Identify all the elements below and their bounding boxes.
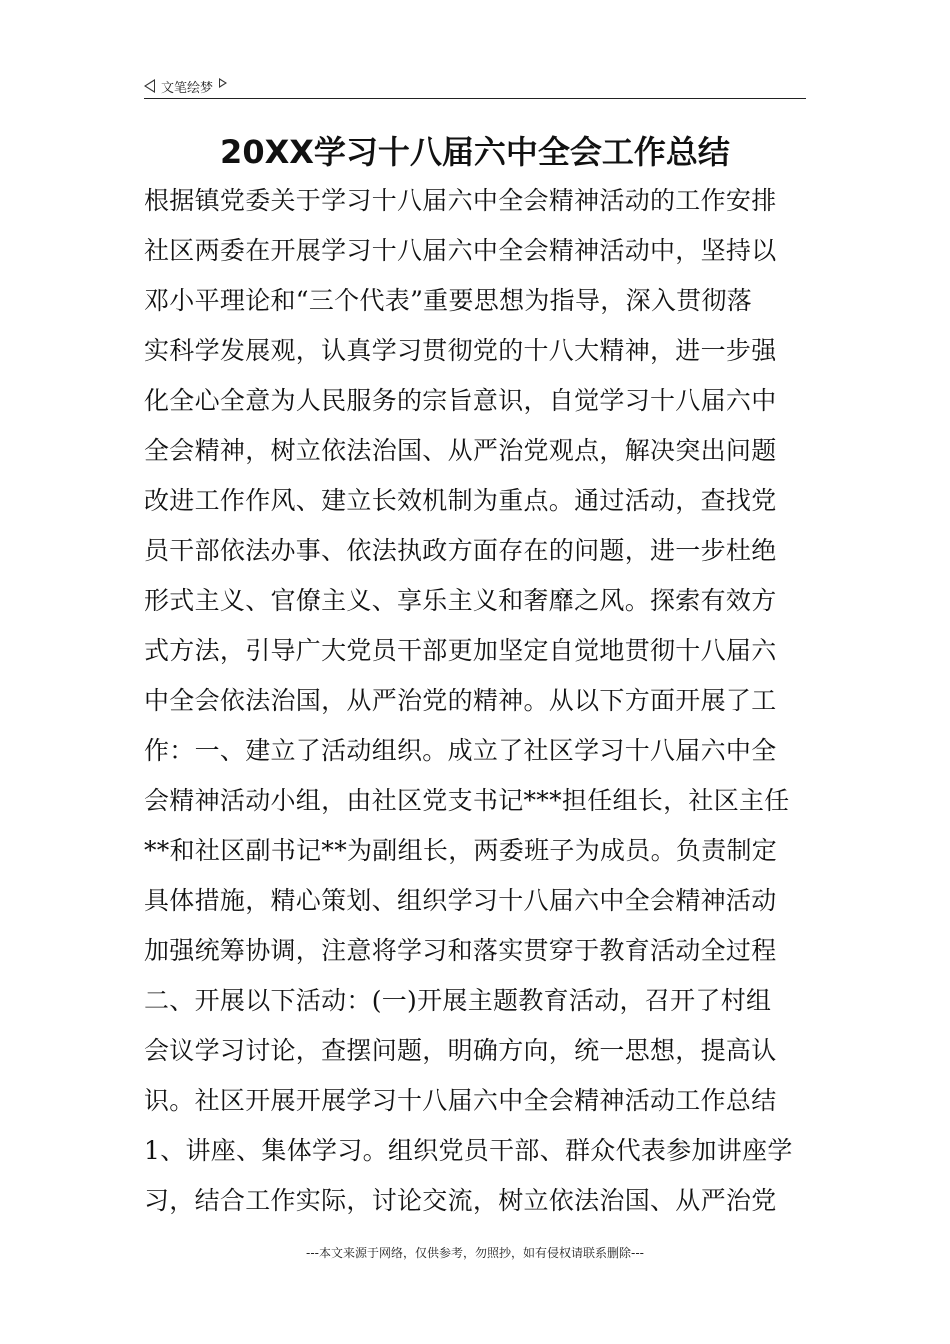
- body-line: 全会精神，树立依法治国、从严治党观点，解决突出问题: [144, 436, 777, 465]
- body-line: 具体措施，精心策划、组织学习十八届六中全会精神活动: [144, 886, 777, 915]
- body-line: 根据镇党委关于学习十八届六中全会精神活动的工作安排: [144, 186, 777, 215]
- body-line: 加强统筹协调，注意将学习和落实贯穿于教育活动全过程: [144, 936, 777, 965]
- body-line: 作：一、建立了活动组织。成立了社区学习十八届六中全: [144, 736, 777, 765]
- body-line: 社区两委在开展学习十八届六中全会精神活动中，坚持以: [144, 236, 777, 265]
- page-header: [144, 74, 806, 98]
- body-line: 化全心全意为人民服务的宗旨意识，自觉学习十八届六中: [144, 386, 777, 415]
- footer-disclaimer: ---本文来源于网络，仅供参考，勿照抄，如有侵权请联系删除---: [306, 1246, 644, 1260]
- body-line: 会议学习讨论，查摆问题，明确方向，统一思想，提高认: [144, 1036, 777, 1065]
- body-line: 识。社区开展开展学习十八届六中全会精神活动工作总结: [144, 1086, 777, 1115]
- header-brand: 文笔绘梦: [161, 80, 214, 96]
- body-line: 1、讲座、集体学习。组织党员干部、群众代表参加讲座学: [144, 1136, 793, 1165]
- body-line: 式方法，引导广大党员干部更加坚定自觉地贯彻十八届六: [144, 636, 777, 665]
- body-line: 中全会依法治国，从严治党的精神。从以下方面开展了工: [144, 686, 777, 715]
- body-line: 会精神活动小组，由社区党支书记***担任组长，社区主任: [144, 786, 790, 815]
- body-line: 员干部依法办事、依法执政方面存在的问题，进一步杜绝: [144, 536, 777, 565]
- body-line: 习，结合工作实际，讨论交流，树立依法治国、从严治党: [144, 1186, 777, 1215]
- document-body: [144, 176, 806, 1226]
- body-line: 实科学发展观，认真学习贯彻党的十八大精神，进一步强: [144, 336, 777, 365]
- body-line: **和社区副书记**为副组长，两委班子为成员。负责制定: [144, 836, 778, 865]
- document-title: 20XX学习十八届六中全会工作总结: [220, 133, 730, 171]
- triangle-right-icon: [219, 78, 227, 88]
- body-line: 邓小平理论和“三个代表”重要思想为指导，深入贯彻落: [144, 286, 753, 315]
- header-divider: [144, 98, 806, 99]
- triangle-left-icon: [144, 79, 155, 93]
- body-line: 二、开展以下活动：(一)开展主题教育活动，召开了村组: [144, 986, 772, 1015]
- body-line: 形式主义、官僚主义、享乐主义和奢靡之风。探索有效方: [144, 586, 777, 615]
- body-line: 改进工作作风、建立长效机制为重点。通过活动，查找党: [144, 486, 777, 515]
